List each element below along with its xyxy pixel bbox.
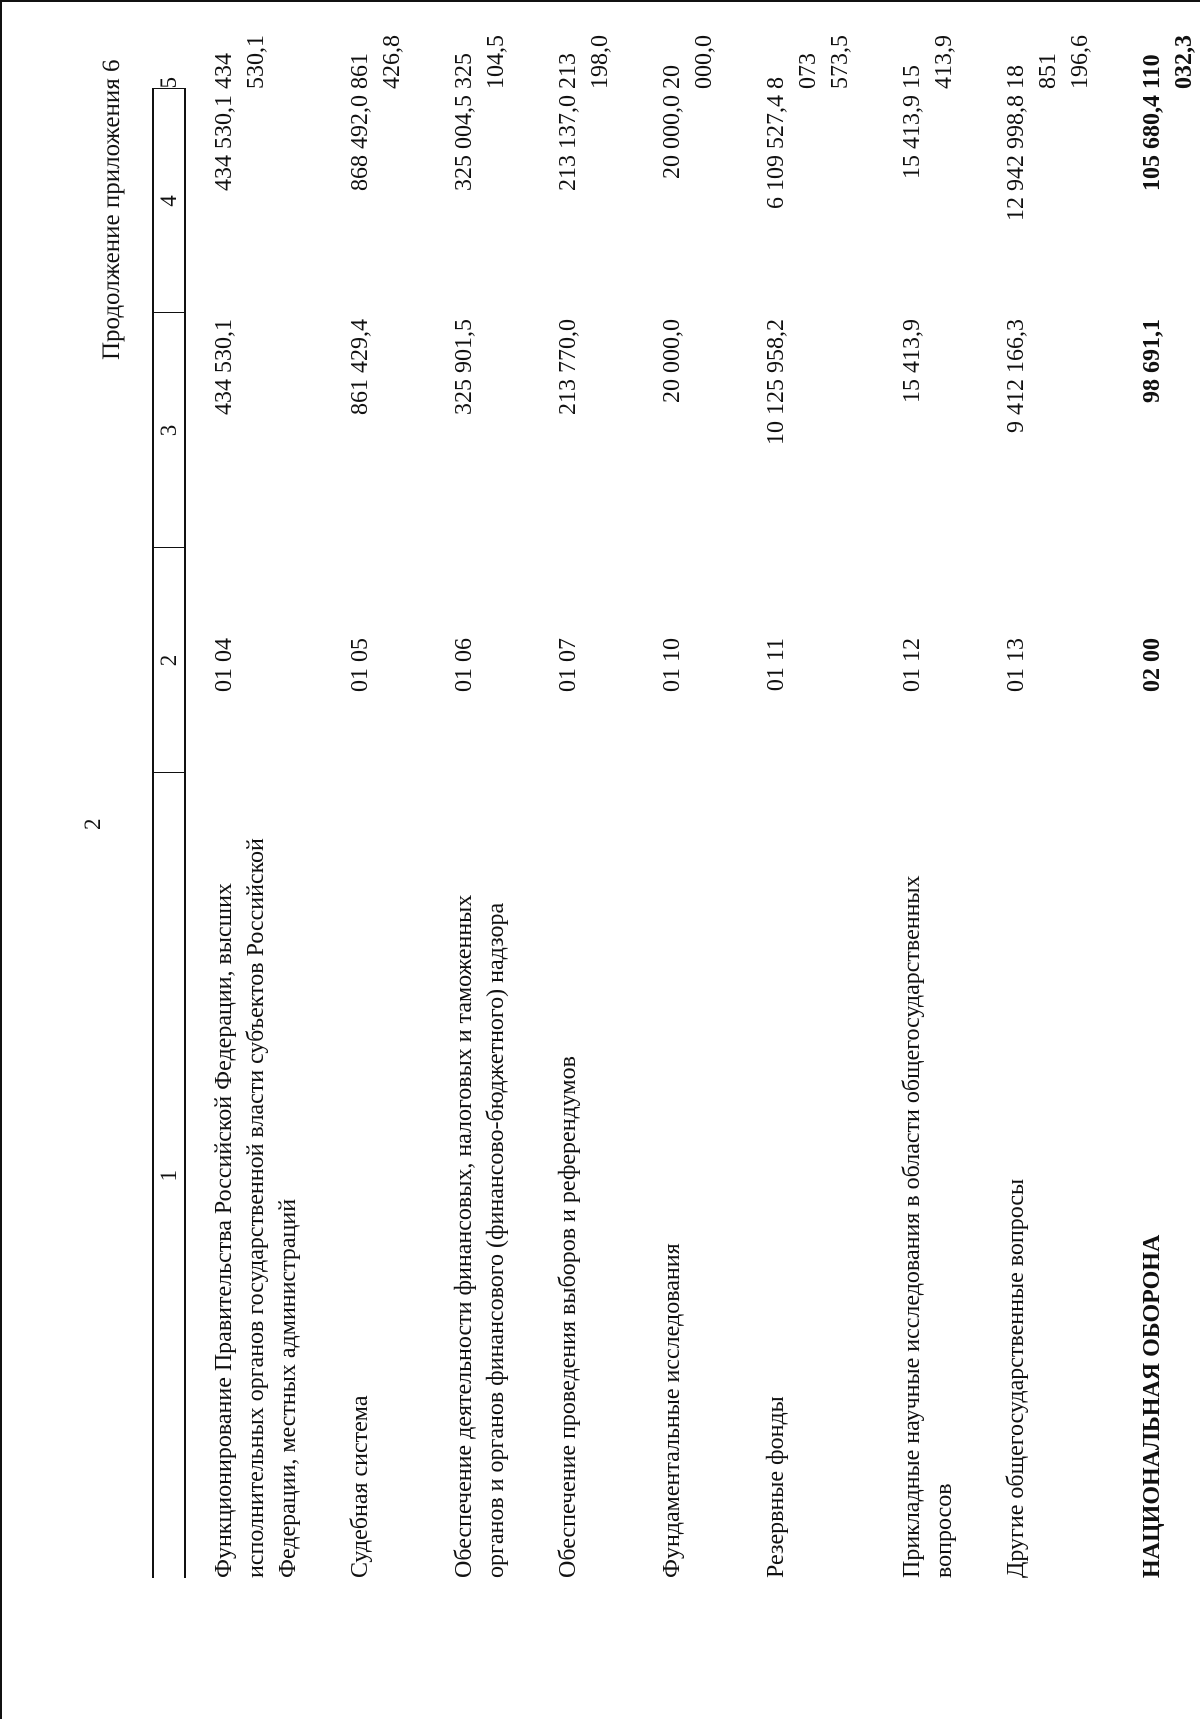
column-header: 2 [153, 548, 185, 773]
table-row: Обеспечение деятельности финансовых, налоговых и таможенных органов и органов финансового (финансово-бюджетного) надзора 01 06 325 901,5 325 004,5 325 104,5 [426, 89, 530, 1578]
row-name: Судебная система [347, 1395, 373, 1578]
row-value-col4: 15 413,9 [899, 95, 925, 179]
row-code: 01 12 [899, 638, 925, 692]
table-row: Резервные фонды 01 11 10 125 958,2 6 109 527,4 8 073 573,5 [738, 89, 874, 1578]
row-code: 01 06 [451, 638, 477, 692]
row-value-col4: 325 004,5 [451, 95, 477, 191]
row-value-col3: 325 901,5 [451, 319, 477, 415]
table-row: Функционирование Правительства Российской Федерации, высших исполнительных органов государственной власти субъектов Российской Федерации, местных администраций 01 04 434 530,1 434 530,1 434 530,1 [185, 89, 322, 1578]
row-value-col3: 213 770,0 [555, 319, 581, 415]
row-name: Обеспечение деятельности финансовых, налоговых и таможенных органов и органов финансового (финансово-бюджетного) надзора [451, 894, 509, 1578]
row-value-col3: 15 413,9 [899, 319, 925, 403]
column-header: 4 [153, 89, 185, 313]
row-value-col4: 434 530,1 [211, 95, 237, 191]
row-code: 01 05 [347, 638, 373, 692]
table-header-row: 1 2 3 4 5 [153, 89, 185, 1578]
row-name: НАЦИОНАЛЬНАЯ ОБОРОНА [1139, 1234, 1165, 1578]
row-value-col4: 868 492,0 [347, 95, 373, 191]
row-value-col3: 20 000,0 [659, 319, 685, 403]
row-name: Другие общегосударственные вопросы [1003, 1178, 1029, 1578]
row-value-col3: 10 125 958,2 [763, 319, 789, 445]
row-value-col3: 98 691,1 [1139, 319, 1165, 403]
page-number: 2 [80, 818, 105, 830]
row-name: Обеспечение проведения выборов и референдумов [555, 1056, 581, 1578]
column-header: 1 [153, 773, 185, 1578]
row-value-col4: 213 137,0 [555, 95, 581, 191]
row-code: 01 11 [763, 638, 789, 692]
row-name: Функционирование Правительства Российской Федерации, высших исполнительных органов государственной власти субъектов Российской Федерации, местных администраций [211, 838, 301, 1578]
row-code: 01 07 [555, 638, 581, 692]
row-value-col3: 434 530,1 [211, 319, 237, 415]
table-body [185, 35, 1200, 1578]
column-header: 3 [153, 313, 185, 548]
row-name: Резервные фонды [763, 1396, 789, 1578]
table-row: Другие общегосударственные вопросы 01 13 9 412 166,3 12 942 998,8 18 851 196,6 [978, 89, 1114, 1578]
row-value-col4: 20 000,0 [659, 95, 685, 179]
table-row: НАЦИОНАЛЬНАЯ ОБОРОНА 02 00 98 691,1 105 680,4 110 032,3 [1114, 89, 1200, 1578]
row-code: 01 10 [659, 638, 685, 692]
table-row: Прикладные научные исследования в области общегосударственных вопросов 01 12 15 413,9 15 413,9 15 413,9 [874, 89, 978, 1578]
rotated-page [0, 10, 1200, 1650]
row-value-col4: 105 680,4 [1139, 95, 1165, 191]
row-name: Прикладные научные исследования в области общегосударственных вопросов [899, 875, 957, 1578]
budget-table [152, 35, 1200, 1578]
row-value-col3: 861 429,4 [347, 319, 373, 415]
table-row: Судебная система 01 05 861 429,4 868 492,0 861 426,8 [322, 89, 426, 1578]
row-value-col4: 12 942 998,8 [1003, 95, 1029, 221]
row-code: 01 13 [1003, 638, 1029, 692]
row-value-col3: 9 412 166,3 [1003, 319, 1029, 433]
table-row: Обеспечение проведения выборов и референдумов 01 07 213 770,0 213 137,0 213 198,0 [530, 89, 634, 1578]
row-value-col4: 6 109 527,4 [763, 95, 789, 209]
row-code: 01 04 [211, 638, 237, 692]
row-code: 02 00 [1139, 638, 1165, 692]
table-row: Фундаментальные исследования 01 10 20 000,0 20 000,0 20 000,0 [634, 89, 738, 1578]
appendix-caption: Продолжение приложения 6 [98, 59, 125, 360]
scan-edge-top [0, 0, 1200, 2]
row-name: Фундаментальные исследования [659, 1243, 685, 1578]
